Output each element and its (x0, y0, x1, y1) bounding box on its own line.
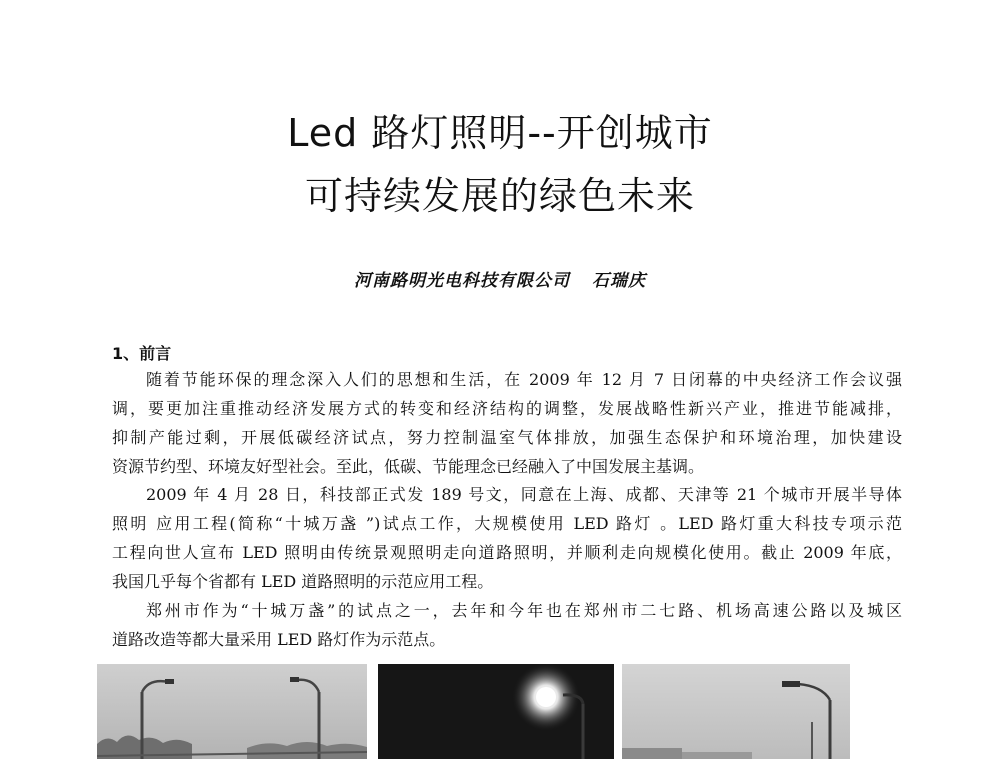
paragraph-3 (112, 596, 902, 654)
paragraph-line: 资源节约型、环境友好型社会。至此，低碳、节能理念已经融入了中国发展主基调。 (112, 457, 705, 476)
paragraph-1 (112, 365, 902, 481)
byline (0, 266, 1000, 291)
byline-author: 石瑞庆 (592, 271, 646, 291)
byline-company: 河南路明光电科技有限公司 (354, 271, 570, 291)
street-lamp-photo-day (97, 664, 367, 759)
title-line-2: 可持续发展的绿色未来 (304, 174, 695, 218)
paragraph-line: 工程向世人宣布 LED 照明由传统景观照明走向道路照明，并顺利走向规模化使用。截止 2009 年底， (112, 543, 902, 562)
street-lamp-photo-dusk (622, 664, 850, 759)
street-lamp-photo-night (378, 664, 614, 759)
paragraph-line: 抑制产能过剩，开展低碳经济试点，努力控制温室气体排放，加强生态保护和环境治理，加快建设 (112, 428, 902, 447)
section-heading: 1、前言 (112, 344, 172, 363)
paragraph-line: 2009 年 4 月 28 日，科技部正式发 189 号文，同意在上海、成都、天津等 21 个城市开展半导体 (146, 485, 902, 504)
paragraph-line: 道路改造等都大量采用 LED 路灯作为示范点。 (112, 630, 446, 649)
paragraph-line: 随着节能环保的理念深入人们的思想和生活，在 2009 年 12 月 7 日闭幕的中央经济工作会议强 (146, 370, 902, 389)
title-line-1: Led 路灯照明--开创城市 (287, 111, 713, 155)
paragraph-line: 我国几乎每个省都有 LED 道路照明的示范应用工程。 (112, 572, 494, 591)
paragraph-2 (112, 480, 902, 596)
paragraph-line: 调，要更加注重推动经济发展方式的转变和经济结构的调整，发展战略性新兴产业，推进节能减排， (112, 399, 902, 418)
paragraph-line: 照明 应用工程(简称“十城万盏 ”)试点工作，大规模使用 LED 路灯 。LED 路灯重大科技专项示范 (112, 514, 902, 533)
paragraph-line: 郑州市作为“十城万盏”的试点之一，去年和今年也在郑州市二七路、机场高速公路以及城区 (146, 601, 902, 620)
